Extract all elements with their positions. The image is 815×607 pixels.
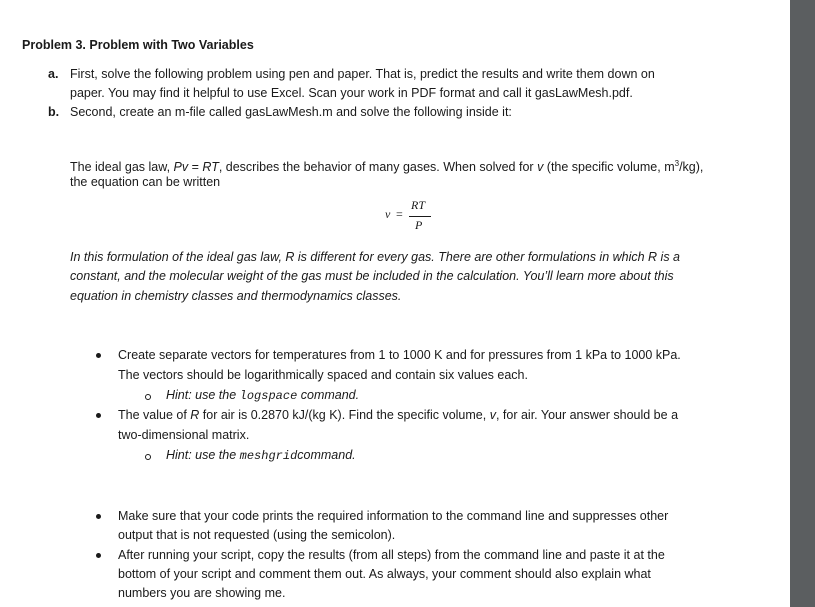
bullet-3-line-1: Make sure that your code prints the required information to the command line and suppresses other (118, 509, 669, 523)
bullet-2-line-1 (118, 406, 678, 425)
equation-lhs: v (385, 207, 391, 221)
note-line-2: constant, and the molecular weight of the gas must be included in the calculation. You’ll learn more about this (70, 269, 674, 283)
hint-text: Hint: use the (166, 448, 240, 462)
bullet-4-line-1: After running your script, copy the results (from all steps) from the command line and paste it at the (118, 548, 665, 562)
intro-text: (the specific volume, m (543, 160, 675, 175)
bullet-2-var-r: R (190, 408, 200, 422)
bullet-icon (96, 553, 101, 558)
intro-text: The ideal gas law, (70, 160, 174, 175)
bullet-2-line-2: two-dimensional matrix. (118, 428, 250, 442)
vertical-scrollbar[interactable] (790, 0, 815, 607)
hint-code-logspace: logspace (239, 389, 298, 403)
intro-line-2: the equation can be written (70, 175, 221, 189)
bullet-1-line-1: Create separate vectors for temperatures from 1 to 1000 K and for pressures from 1 kPa to 1000 kPa. (118, 348, 681, 362)
step-b-marker: b. (48, 105, 60, 119)
intro-eq-rt: RT (202, 160, 219, 175)
bullet-2-text: The value of (118, 408, 191, 422)
bullet-2-hint (166, 446, 356, 466)
hint-code-meshgrid: meshgrid (239, 449, 298, 463)
intro-text: = (188, 160, 203, 175)
intro-text: , describes the behavior of many gases. When solved for (218, 160, 538, 175)
equation-denominator: P (415, 218, 423, 232)
problem-title: Problem 3. Problem with Two Variables (22, 38, 254, 52)
bullet-2-text: , for air. Your answer should be a (495, 408, 679, 422)
equation-numerator: RT (411, 198, 426, 212)
step-a-line-2: paper. You may find it helpful to use Excel. Scan your work in PDF format and call it gasLawMesh.pdf. (70, 86, 633, 100)
bullet-icon (96, 514, 101, 519)
hint-text: Hint: use the (166, 388, 240, 402)
bullet-icon (96, 413, 101, 418)
bullet-1-hint (166, 386, 359, 406)
hint-text: command. (297, 388, 360, 402)
step-a-line-1: First, solve the following problem using pen and paper. That is, predict the results and write them down on (70, 67, 655, 81)
bullet-1-line-2: The vectors should be logarithmically spaced and contain six values each. (118, 368, 528, 382)
bullet-4-line-3: numbers you are showing me. (118, 586, 286, 600)
bullet-2-text: for air is 0.2870 kJ/(kg K). Find the specific volume, (199, 408, 490, 422)
intro-var-v: v (537, 160, 544, 175)
note-line-3: equation in chemistry classes and thermodynamics classes. (70, 289, 402, 303)
sub-bullet-icon (145, 394, 151, 400)
bullet-4-line-2: bottom of your script and comment them out. As always, your comment should also explain what (118, 567, 651, 581)
bullet-icon (96, 353, 101, 358)
step-a-marker: a. (48, 67, 59, 81)
bullet-3-line-2: output that is not requested (using the semicolon). (118, 528, 396, 542)
intro-superscript: 3 (674, 159, 680, 168)
step-b-line-1: Second, create an m-file called gasLawMesh.m and solve the following inside it: (70, 105, 512, 119)
bullet-2-var-v: v (489, 408, 496, 422)
intro-eq-pv: Pv (173, 160, 189, 175)
note-line-1: In this formulation of the ideal gas law, R is different for every gas. There are other formulations in which R is a (70, 250, 681, 264)
hint-text: command. (297, 448, 356, 462)
equation-equals: = (396, 207, 403, 221)
intro-text: /kg), (679, 160, 704, 175)
sub-bullet-icon (145, 454, 151, 460)
